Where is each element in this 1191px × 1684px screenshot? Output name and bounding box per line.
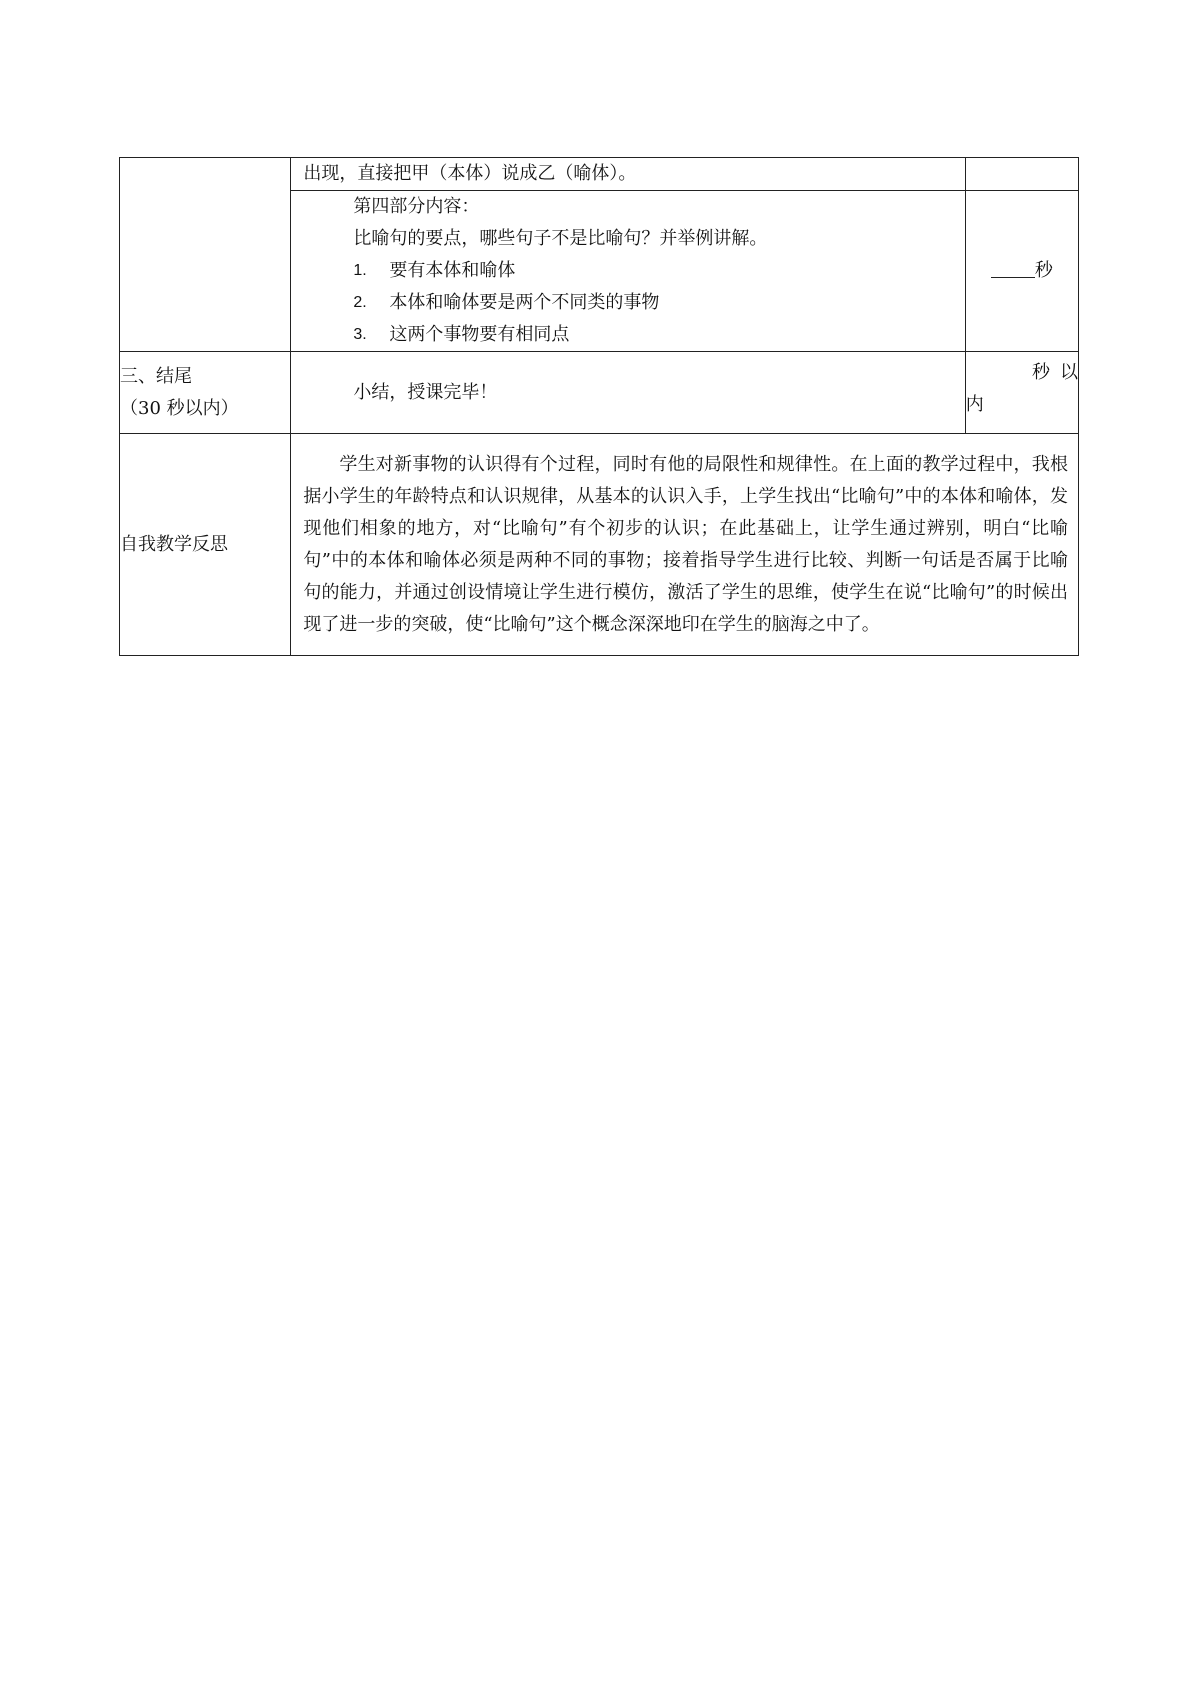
list-text: 要有本体和喻体: [389, 260, 516, 281]
list-text: 这两个事物要有相同点: [389, 324, 570, 345]
time-text-line1: 秒以: [1032, 361, 1088, 383]
list-text: 本体和喻体要是两个不同类的事物: [389, 292, 660, 313]
content-cell: [291, 352, 965, 434]
list-item: [353, 319, 964, 351]
list-number: 3.: [353, 326, 367, 343]
table-row: [120, 158, 1079, 191]
content-text: 小结，授课完毕！: [353, 381, 498, 403]
list-item: [353, 287, 964, 319]
content-text: 出现，直接把甲（本体）说成乙（喻体）。: [303, 163, 637, 184]
section-label: [120, 352, 291, 434]
lesson-plan-table: [119, 157, 1088, 656]
content-cell: [291, 191, 965, 352]
time-cell: [965, 158, 1078, 191]
list-number: 1.: [353, 262, 367, 279]
time-blank: [991, 255, 1035, 278]
reflection-cell: [291, 434, 1079, 656]
table-row: [120, 434, 1079, 656]
time-cell: [965, 191, 1078, 352]
section-title: 三、结尾: [120, 365, 192, 387]
section-title: 自我教学反思: [120, 533, 228, 555]
time-text-line2: 内: [965, 393, 984, 415]
list-number: 2.: [353, 294, 367, 311]
list-item: [353, 255, 964, 287]
key-points-list: [291, 255, 964, 351]
table-row: [120, 352, 1079, 434]
content-cell: [291, 158, 965, 191]
time-cell: [965, 352, 1088, 434]
section-intro: 比喻句的要点，哪些句子不是比喻句？并举例讲解。: [353, 228, 768, 249]
section-duration: （30 秒以内）: [120, 397, 239, 419]
section-label-empty: [120, 158, 291, 352]
reflection-text: 学生对新事物的认识得有个过程，同时有他的局限性和规律性。在上面的教学过程中，我根据小学生的年龄特点和认识规律，从基本的认识入手，上学生找出“比喻句”中的本体和喻体，发现他们相象的地方，对“比喻句”有个初步的认识；在此基础上，让学生通过辨别，明白“比喻句”中的本体和喻体必须是两种不同的事物；接着指导学生进行比较、判断一句话是否属于比喻句的能力，并通过创设情境让学生进行模仿，激活了学生的思维，使学生在说“比喻句”的时候出现了进一步的突破，使“比喻句”这个概念深深地印在学生的脑海之中了。: [303, 453, 1068, 635]
section-heading: 第四部分内容：: [353, 196, 480, 217]
time-unit: 秒: [1034, 260, 1053, 281]
section-label: [120, 434, 291, 656]
